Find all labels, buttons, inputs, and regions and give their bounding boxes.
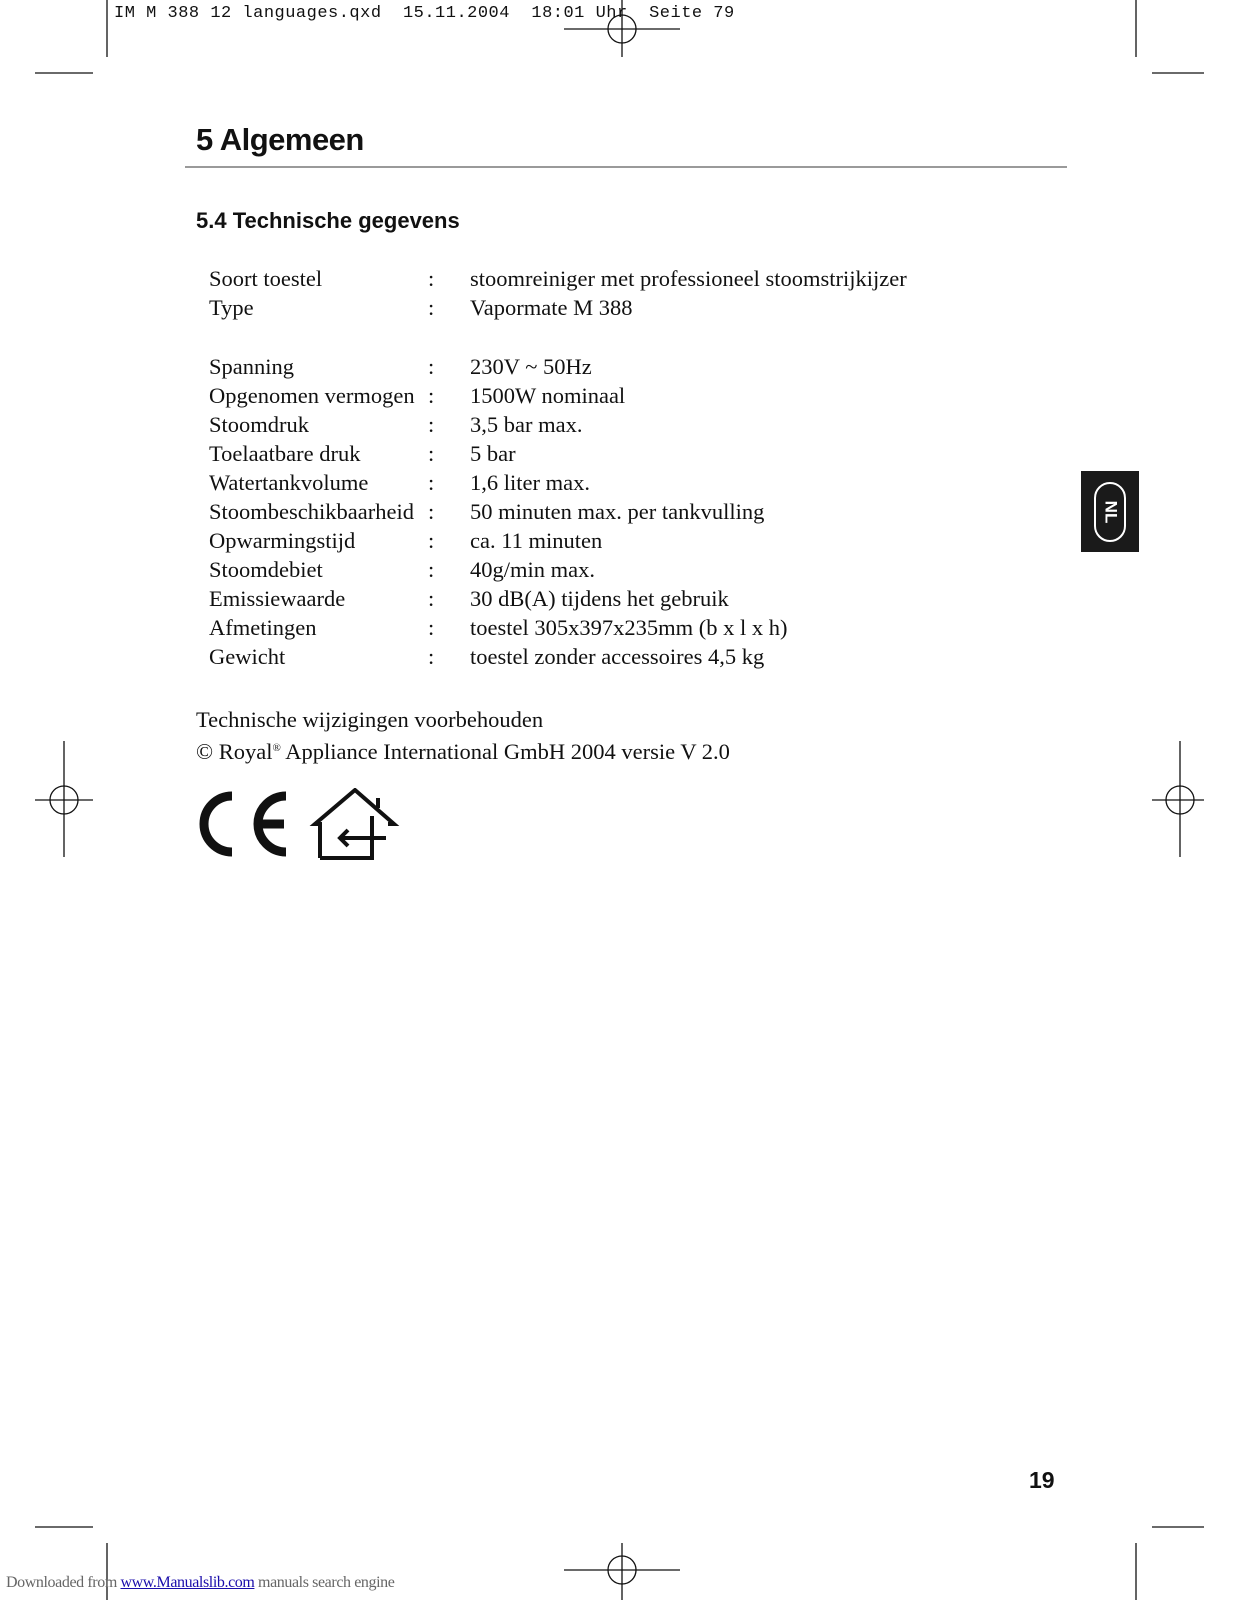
certification-logos bbox=[190, 788, 400, 865]
ce-mark-icon bbox=[204, 796, 286, 852]
spec-separator: : bbox=[428, 615, 435, 640]
registered-mark: ® bbox=[272, 742, 281, 754]
spec-separator: : bbox=[428, 528, 435, 553]
copyright-rest: Appliance International GmbH 2004 versie V 2.0 bbox=[280, 739, 730, 764]
spec-separator: : bbox=[428, 354, 435, 379]
spec-label: Emissiewaarde bbox=[209, 586, 346, 611]
spec-separator: : bbox=[428, 586, 435, 611]
spec-label: Spanning bbox=[209, 354, 295, 379]
spec-label: Gewicht bbox=[209, 644, 286, 669]
page-number: 19 bbox=[1029, 1467, 1055, 1493]
section-heading: 5 Algemeen bbox=[196, 122, 364, 157]
spec-value: 230V ~ 50Hz bbox=[470, 354, 592, 379]
spec-value: stoomreiniger met professioneel stoomstrijkijzer bbox=[470, 266, 907, 291]
spec-label: Opgenomen vermogen bbox=[209, 383, 415, 408]
download-footer bbox=[6, 1574, 394, 1592]
spec-value: toestel 305x397x235mm (b x l x h) bbox=[470, 615, 788, 640]
spec-separator: : bbox=[428, 499, 435, 524]
spec-label: Watertankvolume bbox=[209, 470, 369, 495]
language-code: NL bbox=[1100, 500, 1120, 523]
spec-value: 40g/min max. bbox=[470, 557, 595, 582]
technical-changes-note: Technische wijzigingen voorbehouden bbox=[196, 707, 544, 732]
indoor-use-house-icon bbox=[315, 790, 394, 858]
spec-value: 30 dB(A) tijdens het gebruik bbox=[470, 586, 729, 611]
print-slug: IM M 388 12 languages.qxd 15.11.2004 18:01 Uhr Seite 79 bbox=[114, 4, 735, 23]
logo-svg bbox=[190, 788, 400, 860]
spec-label: Stoomdruk bbox=[209, 412, 310, 437]
spec-value: 5 bar bbox=[470, 441, 516, 466]
spec-label: Stoombeschikbaarheid bbox=[209, 499, 414, 524]
footer-prefix: Downloaded from bbox=[6, 1574, 121, 1591]
spec-value: 1500W nominaal bbox=[470, 383, 626, 408]
spec-value: ca. 11 minuten bbox=[470, 528, 603, 553]
spec-label: Type bbox=[209, 295, 254, 320]
spec-value: 50 minuten max. per tankvulling bbox=[470, 499, 765, 524]
spec-label: Toelaatbare druk bbox=[209, 441, 361, 466]
spec-separator: : bbox=[428, 383, 435, 408]
spec-label: Stoomdebiet bbox=[209, 557, 323, 582]
spec-value: 1,6 liter max. bbox=[470, 470, 590, 495]
heading-rule bbox=[185, 166, 1067, 168]
spec-separator: : bbox=[428, 295, 435, 320]
copyright-prefix: © Royal bbox=[196, 739, 273, 764]
subsection-heading: 5.4 Technische gegevens bbox=[196, 208, 460, 233]
spec-label: Afmetingen bbox=[209, 615, 317, 640]
footer-suffix: manuals search engine bbox=[254, 1574, 395, 1591]
spec-separator: : bbox=[428, 441, 435, 466]
spec-value: 3,5 bar max. bbox=[470, 412, 583, 437]
spec-value: Vapormate M 388 bbox=[470, 295, 633, 320]
language-tab bbox=[1081, 471, 1139, 552]
spec-separator: : bbox=[428, 412, 435, 437]
copyright-note bbox=[196, 734, 730, 766]
manualslib-link[interactable]: www.Manualslib.com bbox=[120, 1574, 255, 1591]
language-badge bbox=[1094, 482, 1126, 542]
spec-separator: : bbox=[428, 644, 435, 669]
spec-separator: : bbox=[428, 557, 435, 582]
spec-value: toestel zonder accessoires 4,5 kg bbox=[470, 644, 765, 669]
spec-label: Opwarmingstijd bbox=[209, 528, 356, 553]
spec-separator: : bbox=[428, 266, 435, 291]
spec-separator: : bbox=[428, 470, 435, 495]
spec-label: Soort toestel bbox=[209, 266, 323, 291]
